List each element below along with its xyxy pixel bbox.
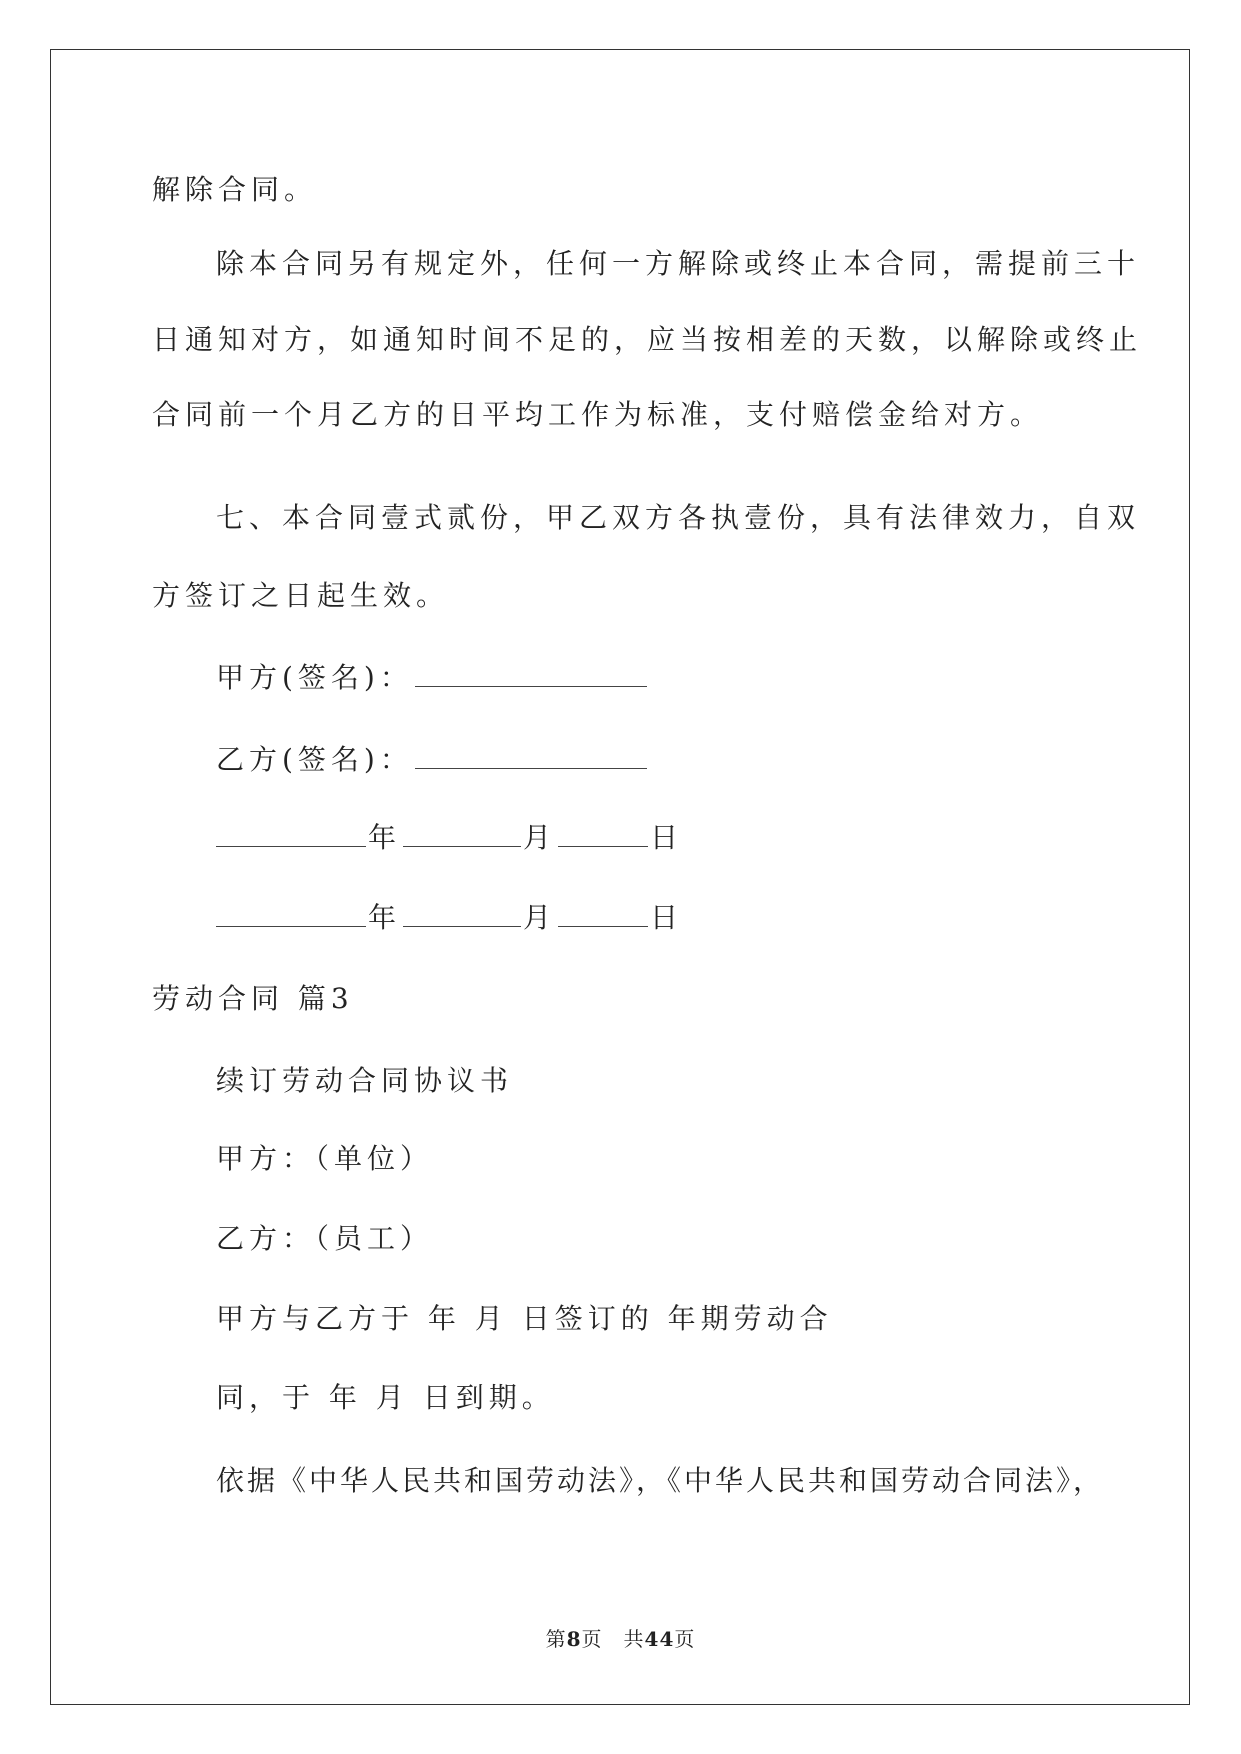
year-label: 年 — [368, 901, 402, 934]
day-blank — [558, 820, 648, 847]
text-line: 解除合同。 — [152, 173, 318, 206]
page-border — [50, 49, 1190, 1705]
signature-line-party-a — [216, 658, 649, 698]
month-label: 月 — [523, 821, 557, 854]
section-heading: 劳动合同 篇3 — [152, 982, 354, 1015]
year-label: 年 — [368, 821, 402, 854]
signature-blank — [415, 660, 647, 687]
footer-suffix: 页 — [674, 1627, 696, 1651]
text-line: 甲方：（单位） — [216, 1142, 434, 1175]
date-line — [216, 898, 683, 938]
text-line: 甲方与乙方于 年 月 日签订的 年期劳动合 — [216, 1302, 833, 1335]
year-blank — [216, 820, 366, 847]
text-line: 依据《中华人民共和国劳动法》，《中华人民共和国劳动合同法》， — [216, 1464, 1105, 1497]
page-footer — [0, 1623, 1241, 1652]
day-label: 日 — [650, 821, 684, 854]
text-line: 同，于 年 月 日到期。 — [216, 1381, 555, 1414]
text-line: 乙方：（员工） — [216, 1222, 434, 1255]
total-pages: 44 — [644, 1627, 675, 1651]
signature-line-party-b — [216, 740, 649, 780]
signature-label: 甲方(签名)： — [216, 661, 413, 694]
text-line: 合同前一个月乙方的日平均工作为标准，支付赔偿金给对方。 — [152, 398, 1044, 431]
footer-prefix: 第 — [545, 1627, 567, 1651]
page-number: 8 — [566, 1627, 582, 1651]
year-blank — [216, 900, 366, 927]
document-title: 续订劳动合同协议书 — [216, 1064, 514, 1097]
footer-mid: 页 共 — [581, 1627, 645, 1651]
day-blank — [558, 900, 648, 927]
day-label: 日 — [650, 901, 684, 934]
month-blank — [403, 820, 521, 847]
text-line: 日通知对方，如通知时间不足的，应当按相差的天数，以解除或终止 — [152, 323, 1143, 356]
signature-label: 乙方(签名)： — [216, 743, 413, 776]
date-line — [216, 818, 683, 858]
text-line: 七、本合同壹式贰份，甲乙双方各执壹份，具有法律效力，自双 — [216, 501, 1141, 534]
signature-blank — [415, 742, 647, 769]
text-line: 除本合同另有规定外，任何一方解除或终止本合同，需提前三十 — [216, 247, 1141, 280]
text-line: 方签订之日起生效。 — [152, 579, 450, 612]
month-blank — [403, 900, 521, 927]
month-label: 月 — [523, 901, 557, 934]
